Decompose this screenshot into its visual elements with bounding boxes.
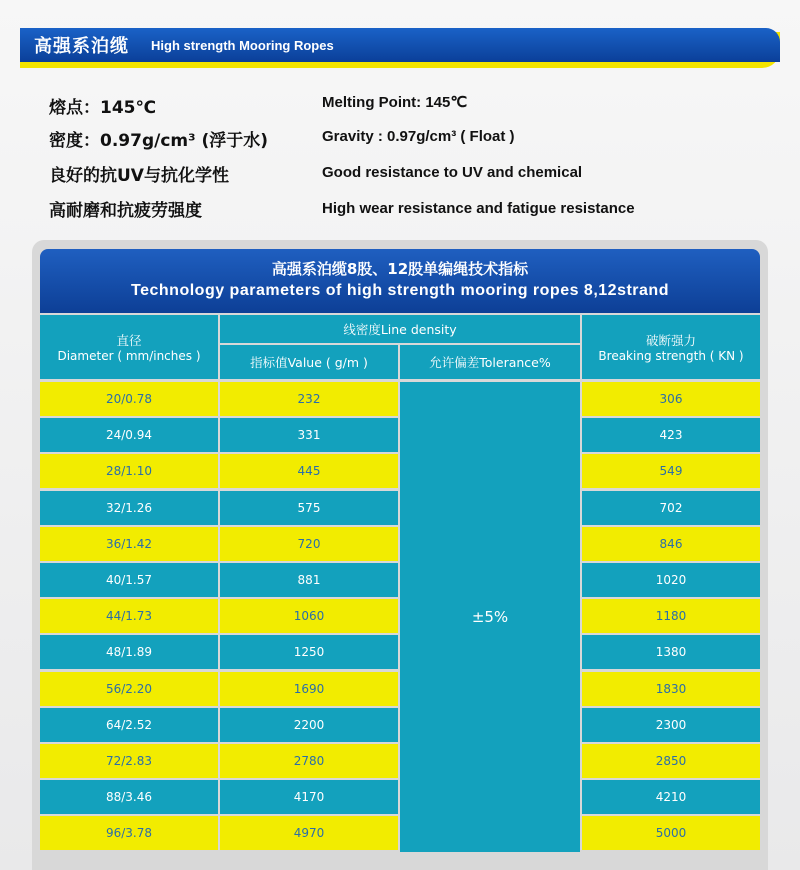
breaking-strength-cell: 4210 (582, 780, 760, 814)
value-cell: 881 (220, 563, 398, 597)
breaking-strength-cell: 306 (582, 382, 760, 416)
diameter-cell: 64/2.52 (40, 708, 218, 742)
diameter-cell: 48/1.89 (40, 635, 218, 669)
diameter-cell: 32/1.26 (40, 491, 218, 525)
header-breaking-en: Breaking strength ( KN ) (598, 349, 744, 363)
header-value-label: 指标值Value ( g/m ) (250, 355, 368, 370)
spec-gravity-en: Gravity : 0.97g/cm³ ( Float ) (322, 128, 515, 145)
table-title-cn: 高强系泊缆8股、12股单编绳技术指标 (271, 260, 529, 278)
breaking-strength-cell: 702 (582, 491, 760, 525)
value-cell: 575 (220, 491, 398, 525)
value-cell: 331 (220, 418, 398, 452)
diameter-cell: 72/2.83 (40, 744, 218, 778)
value-cell: 2200 (220, 708, 398, 742)
header-breaking-strength (582, 315, 760, 379)
breaking-strength-cell: 846 (582, 527, 760, 561)
breaking-strength-cell: 1830 (582, 672, 760, 706)
breaking-strength-cell: 423 (582, 418, 760, 452)
section-header (20, 28, 780, 68)
breaking-strength-cell: 2300 (582, 708, 760, 742)
spec-melting-point-cn: 熔点：145℃ (49, 98, 157, 118)
value-cell: 4970 (220, 816, 398, 850)
spec-wear-resistance-cn: 高耐磨和抗疲劳强度 (49, 201, 202, 221)
diameter-cell: 20/0.78 (40, 382, 218, 416)
header-title-en: High strength Mooring Ropes (151, 37, 334, 53)
value-cell: 720 (220, 527, 398, 561)
breaking-strength-cell: 2850 (582, 744, 760, 778)
value-cell: 1690 (220, 672, 398, 706)
spec-wear-resistance-en: High wear resistance and fatigue resistance (322, 200, 635, 217)
header-line-density-label: 线密度Line density (343, 322, 457, 337)
diameter-cell: 28/1.10 (40, 454, 218, 488)
header-diameter (40, 315, 218, 379)
value-cell: 4170 (220, 780, 398, 814)
table-title-bar (40, 249, 760, 313)
tolerance-value-cell: ±5% (400, 382, 580, 852)
header-line-density (220, 315, 580, 343)
value-cell: 2780 (220, 744, 398, 778)
header-diameter-en: Diameter ( mm/inches ) (57, 349, 201, 363)
header-value (220, 345, 398, 379)
value-cell: 1250 (220, 635, 398, 669)
spec-gravity-cn: 密度：0.97g/cm³ (浮于水) (49, 131, 269, 151)
value-cell: 232 (220, 382, 398, 416)
breaking-strength-cell: 5000 (582, 816, 760, 850)
diameter-cell: 40/1.57 (40, 563, 218, 597)
breaking-strength-cell: 1380 (582, 635, 760, 669)
table-bottom-strip (40, 852, 760, 870)
diameter-cell: 44/1.73 (40, 599, 218, 633)
header-tolerance (400, 345, 580, 379)
value-cell: 1060 (220, 599, 398, 633)
header-breaking-cn: 破断强力 (645, 333, 696, 348)
diameter-cell: 56/2.20 (40, 672, 218, 706)
diameter-cell: 36/1.42 (40, 527, 218, 561)
spec-uv-resistance-en: Good resistance to UV and chemical (322, 164, 583, 181)
breaking-strength-cell: 1020 (582, 563, 760, 597)
diameter-cell: 88/3.46 (40, 780, 218, 814)
header-title-cn: 高强系泊缆 (34, 36, 129, 57)
header-diameter-cn: 直径 (116, 333, 142, 348)
value-cell: 445 (220, 454, 398, 488)
spec-melting-point-en: Melting Point: 145℃ (322, 94, 468, 111)
diameter-cell: 96/3.78 (40, 816, 218, 850)
diameter-cell: 24/0.94 (40, 418, 218, 452)
spec-uv-resistance-cn: 良好的抗UV与抗化学性 (49, 166, 229, 186)
breaking-strength-cell: 1180 (582, 599, 760, 633)
breaking-strength-cell: 549 (582, 454, 760, 488)
header-bar (20, 28, 780, 62)
table-title-en: Technology parameters of high strength mooring ropes 8,12strand (131, 282, 669, 299)
header-tolerance-label: 允许偏差Tolerance% (429, 355, 551, 370)
